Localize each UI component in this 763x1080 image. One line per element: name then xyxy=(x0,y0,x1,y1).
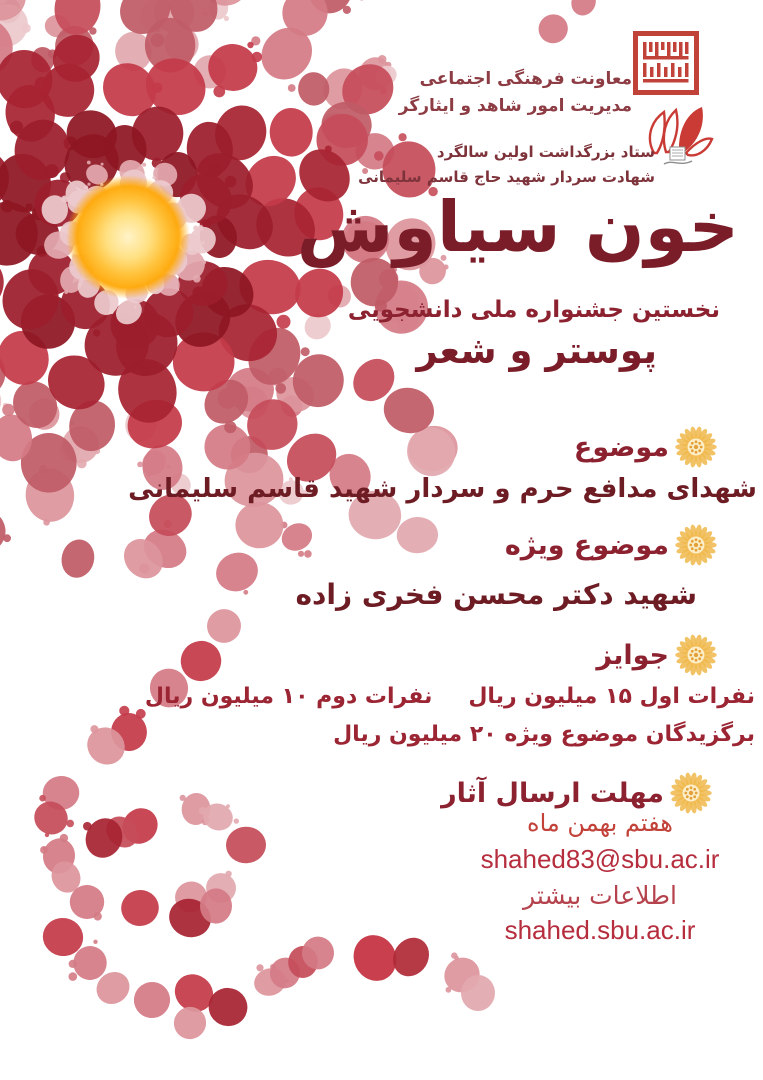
topic-heading-row xyxy=(574,424,718,470)
sunflower-bullet-icon xyxy=(674,633,718,677)
prize-second-place: نفرات دوم ۱۰ میلیون ریال xyxy=(144,684,433,709)
prizes-heading-row xyxy=(596,632,718,678)
special-topic-heading-row xyxy=(505,522,718,568)
deputy-line-2: مدیریت امور شاهد و ایثارگر xyxy=(398,96,632,116)
festival-subtitle: نخستین جشنواره ملی دانشجویی xyxy=(347,297,720,323)
festival-type: پوستر و شعر xyxy=(416,329,657,372)
special-topic-body: شهید دکتر محسن فخری زاده xyxy=(295,578,697,611)
special-topic-heading: موضوع ویژه xyxy=(504,529,669,561)
festival-title: خون سیاوش xyxy=(296,186,739,268)
prize-first-place: نفرات اول ۱۵ میلیون ریال xyxy=(468,684,755,709)
committee-line-1: ستاد بزرگداشت اولین سالگرد xyxy=(436,143,655,161)
committee-line-2: شهادت سردار شهید حاج قاسم سلیمانی xyxy=(358,168,655,186)
deputy-text-block xyxy=(399,66,632,120)
deadline-heading: مهلت ارسال آثار xyxy=(441,777,664,809)
sunflower-bullet-icon xyxy=(674,523,718,567)
contact-email-link[interactable]: shahed83@sbu.ac.ir xyxy=(480,844,720,874)
more-info-label: اطلاعات بیشتر xyxy=(523,881,677,910)
deputy-line-1: معاونت فرهنگی اجتماعی xyxy=(419,69,632,89)
sunflower-bullet-icon xyxy=(674,425,718,469)
university-seal-logo xyxy=(633,31,699,95)
prizes-heading: جوایز xyxy=(596,639,669,671)
committee-text-block xyxy=(358,140,655,190)
topic-body: شهدای مدافع حرم و سردار شهید قاسم سلیمانی xyxy=(128,474,757,504)
prize-special: برگزیدگان موضوع ویژه ۲۰ میلیون ریال xyxy=(333,722,755,747)
website-link[interactable]: shahed.sbu.ac.ir xyxy=(504,915,696,945)
kufic-square-seal-icon xyxy=(633,31,699,95)
deadline-date: هفتم بهمن ماه xyxy=(527,809,673,837)
topic-heading: موضوع xyxy=(573,431,669,463)
prize-line-1 xyxy=(145,684,755,709)
sun-center-glow xyxy=(66,175,190,299)
blood-drop-trail xyxy=(28,546,496,1045)
